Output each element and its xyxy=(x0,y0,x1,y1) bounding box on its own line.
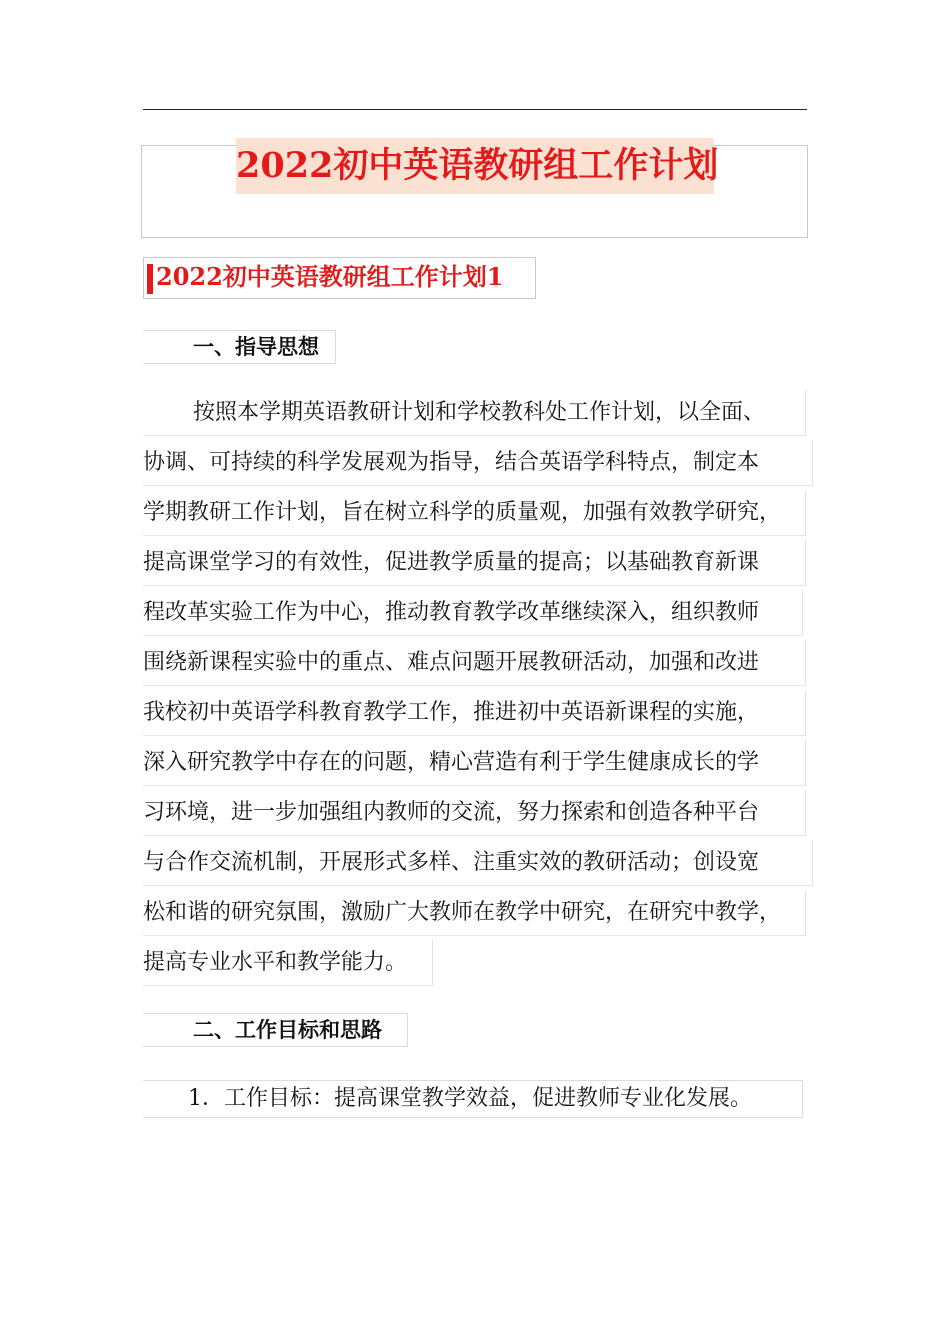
paragraph-line: 松和谐的研究氛围，激励广大教师在教学中研究，在研究中教学， xyxy=(143,890,806,936)
paragraph-line: 我校初中英语学科教育教学工作，推进初中英语新课程的实施， xyxy=(143,690,806,736)
top-rule xyxy=(143,109,807,110)
document-title: 2022初中英语教研组工作计划 xyxy=(236,138,714,194)
paragraph-line: 提高课堂学习的有效性，促进教学质量的提高；以基础教育新课 xyxy=(143,540,806,586)
paragraph-line: 深入研究教学中存在的问题，精心营造有利于学生健康成长的学 xyxy=(143,740,806,786)
paragraph-line: 围绕新课程实验中的重点、难点问题开展教研活动，加强和改进 xyxy=(143,640,806,686)
paragraph-line: 学期教研工作计划，旨在树立科学的质量观，加强有效教学研究， xyxy=(143,490,806,536)
paragraph-line: 提高专业水平和教学能力。 xyxy=(143,940,433,986)
section2-heading: 二、工作目标和思路 xyxy=(193,1018,382,1042)
paragraph-line: 按照本学期英语教研计划和学校教科处工作计划，以全面、 xyxy=(143,390,806,436)
work-goal-item: 1．工作目标：提高课堂教学效益，促进教师专业化发展。 xyxy=(143,1080,803,1118)
document-subtitle: 2022初中英语教研组工作计划1 xyxy=(156,262,504,291)
subtitle-marker xyxy=(147,264,153,294)
paragraph-line: 协调、可持续的科学发展观为指导，结合英语学科特点，制定本 xyxy=(143,440,813,486)
section1-heading: 一、指导思想 xyxy=(193,335,319,359)
paragraph-line: 程改革实验工作为中心，推动教育教学改革继续深入，组织教师 xyxy=(143,590,803,636)
paragraph-line: 习环境，进一步加强组内教师的交流，努力探索和创造各种平台 xyxy=(143,790,806,836)
paragraph-line: 与合作交流机制，开展形式多样、注重实效的教研活动；创设宽 xyxy=(143,840,813,886)
